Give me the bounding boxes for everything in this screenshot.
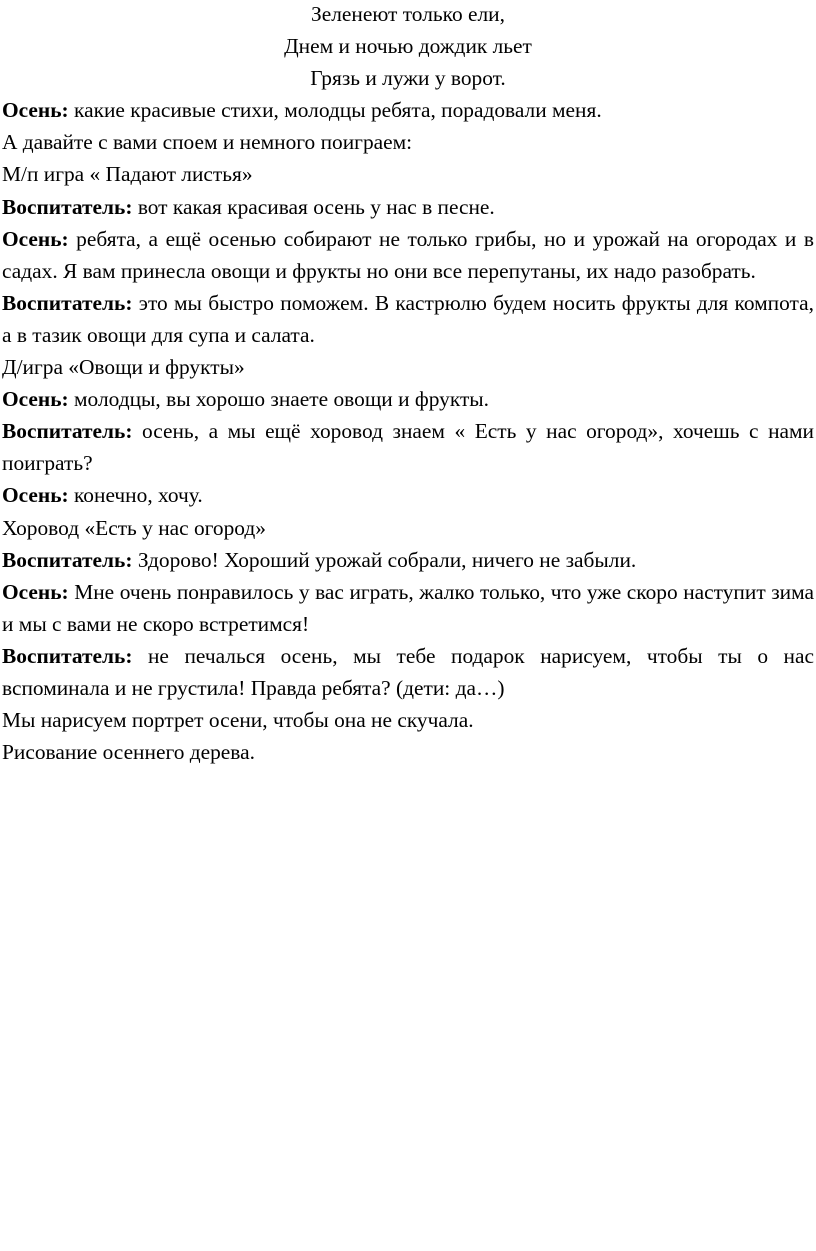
- dialogue-autumn-2: [2, 223, 814, 287]
- dialogue-teacher-4: [2, 544, 814, 576]
- line-text: Мне очень понравилось у вас играть, жалко только, что уже скоро наступит зима и мы с вами не скоро встретимся!: [2, 579, 814, 636]
- line-text: молодцы, вы хорошо знаете овощи и фрукты.: [68, 387, 490, 412]
- line-text: вот какая красивая осень у нас в песне.: [132, 194, 495, 219]
- game-title-3: [2, 512, 814, 544]
- poem-line-2: Днем и ночью дождик льет: [284, 34, 532, 59]
- document-body: [2, 0, 814, 768]
- line-text: это мы быстро поможем. В кастрюлю будем носить фрукты для компота, а в тазик овощи для супа и салата.: [2, 290, 814, 347]
- dialogue-teacher-5: [2, 640, 814, 704]
- speaker-label: Осень:: [2, 98, 69, 123]
- dialogue-teacher-1: [2, 191, 814, 223]
- dialogue-autumn-1: [2, 94, 814, 126]
- narration-2: [2, 704, 814, 736]
- speaker-label: Воспитатель:: [2, 643, 133, 668]
- line-text: не печалься осень, мы тебе подарок нарисуем, чтобы ты о нас вспоминала и не грустила! Правда ребята? (дети: да…): [2, 643, 814, 700]
- speaker-label: Осень:: [2, 579, 69, 604]
- line-text: Здорово! Хороший урожай собрали, ничего не забыли.: [132, 547, 637, 572]
- game-title-2: [2, 351, 814, 383]
- speaker-label: Воспитатель:: [2, 194, 133, 219]
- narration-3: [2, 736, 814, 768]
- line-text: М/п игра « Падают листья»: [2, 162, 253, 187]
- speaker-label: Воспитатель:: [2, 419, 133, 444]
- line-text: Рисование осеннего дерева.: [2, 740, 255, 765]
- speaker-label: Воспитатель:: [2, 290, 133, 315]
- dialogue-autumn-3: [2, 383, 814, 415]
- dialogue-teacher-3: [2, 415, 814, 479]
- narration-1: [2, 126, 814, 158]
- dialogue-autumn-4: [2, 479, 814, 511]
- line-text: ребята, а ещё осенью собирают не только грибы, но и урожай на огородах и в садах. Я вам принесла овощи и фрукты но они все перепутаны, их надо разобрать.: [2, 226, 814, 283]
- line-text: Мы нарисуем портрет осени, чтобы она не скучала.: [2, 708, 474, 733]
- poem-line-1: Зеленеют только ели,: [311, 2, 505, 26]
- line-text: Д/игра «Овощи и фрукты»: [2, 355, 245, 380]
- speaker-label: Осень:: [2, 483, 69, 508]
- line-text: А давайте с вами споем и немного поиграем:: [2, 130, 413, 155]
- speaker-label: Осень:: [2, 226, 69, 251]
- speaker-label: Осень:: [2, 387, 69, 412]
- line-text: Хоровод «Есть у нас огород»: [2, 515, 266, 540]
- speaker-label: Воспитатель:: [2, 547, 133, 572]
- dialogue-autumn-5: [2, 576, 814, 640]
- line-text: какие красивые стихи, молодцы ребята, порадовали меня.: [68, 98, 602, 123]
- poem-line-3: Грязь и лужи у ворот.: [310, 66, 506, 91]
- line-text: осень, а мы ещё хоровод знаем « Есть у нас огород», хочешь с нами поиграть?: [2, 419, 814, 476]
- dialogue-teacher-2: [2, 287, 814, 351]
- game-title-1: [2, 158, 814, 190]
- line-text: конечно, хочу.: [68, 483, 203, 508]
